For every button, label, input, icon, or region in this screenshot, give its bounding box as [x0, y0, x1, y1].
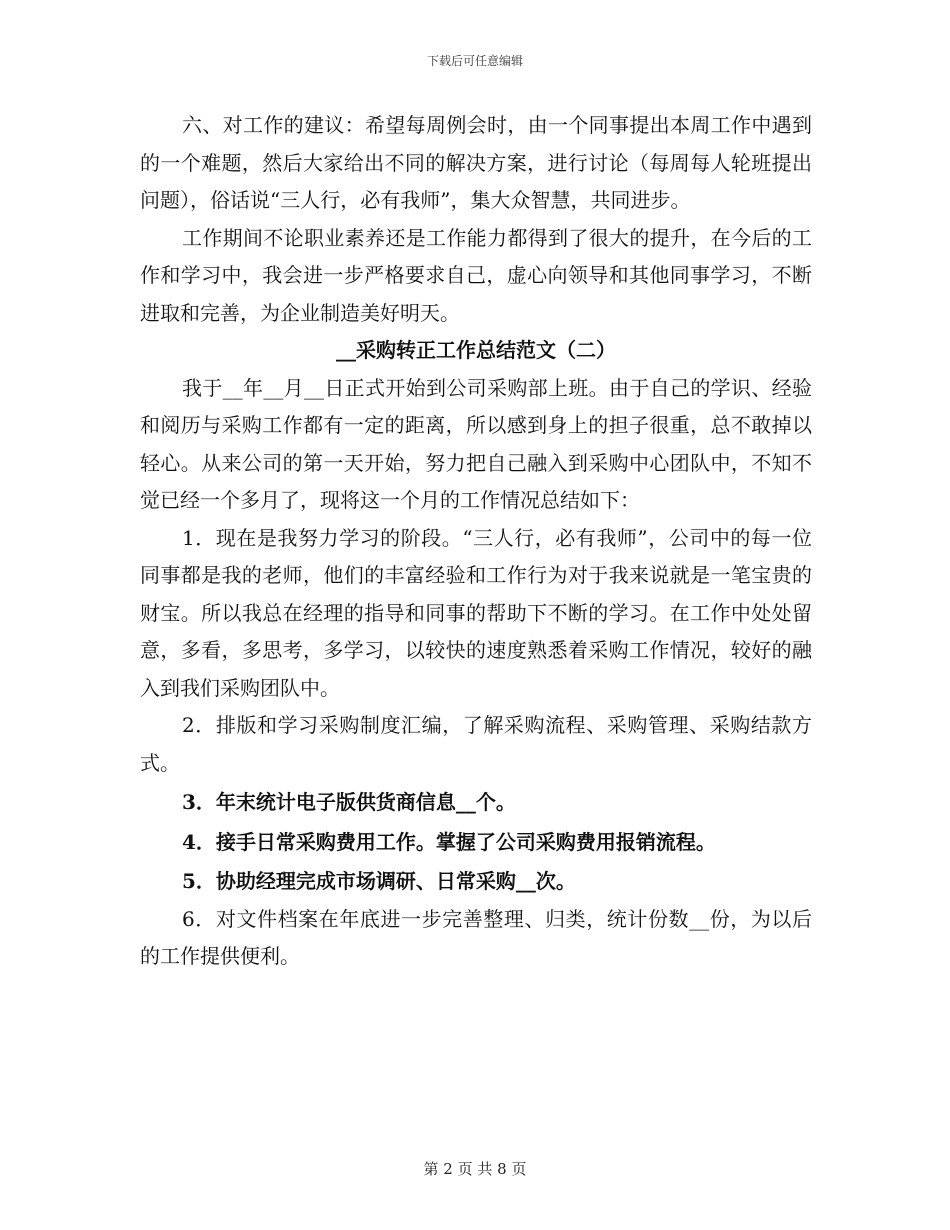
list-item-2: 2．排版和学习采购制度汇编，了解采购流程、采购管理、采购结款方式。	[140, 713, 812, 775]
paragraph-conclusion: 工作期间不论职业素养还是工作能力都得到了很大的提升，在今后的工作和学习中，我会进一步严格要求自己，虚心向领导和其他同事学习，不断进取和完善，为企业制造美好明天。	[140, 225, 812, 325]
paragraph-suggestion: 六、对工作的建议：希望每周例会时，由一个同事提出本周工作中遇到的一个难题，然后大家给出不同的解决方案，进行讨论（每周每人轮班提出问题），俗话说“三人行，必有我师”，集大众智慧，共同进步。	[140, 113, 812, 212]
document-body	[140, 107, 812, 976]
page-header: 下载后可任意编辑	[426, 54, 523, 68]
paragraph-intro: 我于__年__月__日正式开始到公司采购部上班。由于自己的学识、经验和阅历与采购工作都有一定的距离，所以感到身上的担子很重，总不敢掉以轻心。从来公司的第一天开始，努力把自己融入到采购中心团队中，不知不觉已经一个多月了，现将这一个月的工作情况总结如下：	[140, 375, 812, 512]
list-item-4: 4．接手日常采购费用工作。掌握了公司采购费用报销流程。	[182, 829, 716, 854]
list-item-3: 3．年末统计电子版供货商信息__个。	[182, 790, 516, 814]
page-footer: 第 2 页 共 8 页	[423, 1160, 527, 1178]
list-item-1: 1．现在是我努力学习的阶段。“三人行，必有我师”，公司中的每一位同事都是我的老师，他们的丰富经验和工作行为对于我来说就是一笔宝贵的财宝。所以我总在经理的指导和同事的帮助下不断的学习。在工作中处处留意，多看，多思考，多学习，以较快的速度熟悉着采购工作情况，较好的融入到我们采购团队中。	[140, 525, 812, 700]
section-title: __采购转正工作总结范文（二）	[336, 338, 616, 362]
list-item-6: 6．对文件档案在年底进一步完善整理、归类，统计份数__份，为以后的工作提供便利。	[140, 906, 812, 968]
list-item-5: 5．协助经理完成市场调研、日常采购__次。	[182, 869, 576, 893]
